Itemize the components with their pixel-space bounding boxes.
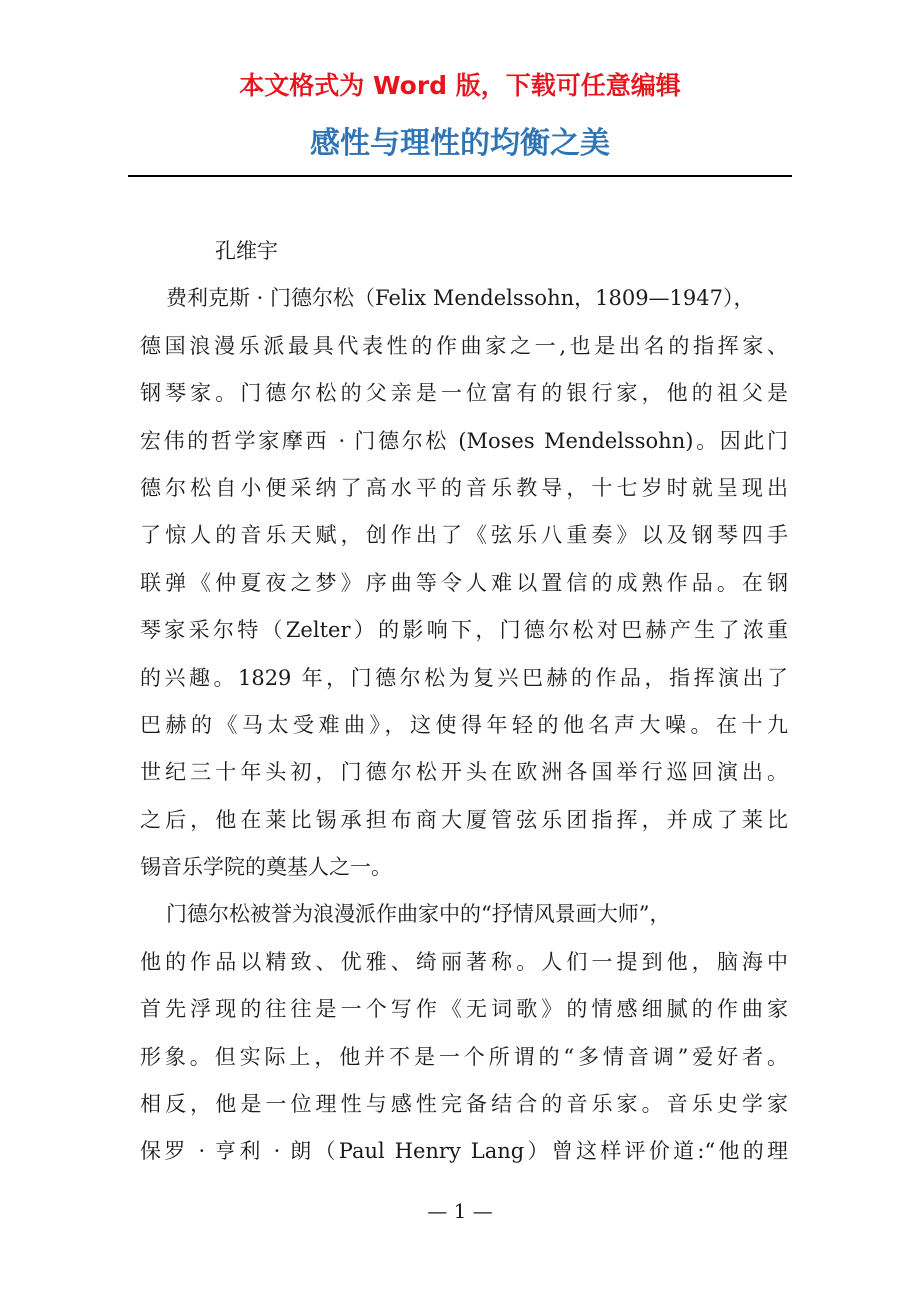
download-banner: 本文格式为 Word 版，下载可任意编辑 (239, 71, 681, 100)
paragraph-line: 联弹《仲夏夜之梦》序曲等令人难以置信的成熟作品。在钢 (140, 570, 788, 595)
paragraph-line: 首先浮现的往往是一个写作《无词歌》的情感细腻的作曲家 (140, 997, 788, 1022)
paragraph-line: 德尔松自小便采纳了高水平的音乐教导，十七岁时就呈现出 (140, 475, 788, 500)
page-title: 感性与理性的均衡之美 (310, 126, 610, 161)
paragraph-line: 相反，他是一位理性与感性完备结合的音乐家。音乐史学家 (140, 1092, 788, 1117)
paragraph-line: 他的作品以精致、优雅、绮丽著称。人们一提到他，脑海中 (140, 949, 788, 974)
paragraph-line: 巴赫的《马太受难曲》，这使得年轻的他名声大噪。在十九 (140, 712, 788, 737)
paragraph-line: 锡音乐学院的奠基人之一。 (140, 855, 392, 880)
paragraph-line: 形象。但实际上，他并不是一个所谓的“多情音调”爱好者。 (140, 1044, 788, 1069)
paragraph-line: 钢琴家。门德尔松的父亲是一位富有的银行家，他的祖父是 (140, 381, 788, 406)
page-number: — 1 — (427, 1199, 493, 1223)
paragraph-line: 世纪三十年头初，门德尔松开头在欧洲各国举行巡回演出。 (140, 760, 788, 785)
paragraph-line: 费利克斯 · 门德尔松（Felix Mendelssohn，1809—1947）， (166, 286, 755, 311)
paragraph-line: 琴家采尔特（Zelter）的影响下，门德尔松对巴赫产生了浓重 (140, 618, 788, 643)
paragraph-line: 门德尔松被誉为浪漫派作曲家中的“抒情风景画大师”， (166, 902, 671, 927)
author-name: 孔维宇 (215, 239, 278, 263)
title-divider (128, 175, 792, 177)
paragraph-line: 的兴趣。1829 年，门德尔松为复兴巴赫的作品，指挥演出了 (140, 665, 788, 690)
paragraph-line: 德国浪漫乐派最具代表性的作曲家之一,也是出名的指挥家、 (140, 333, 788, 358)
paragraph-line: 了惊人的音乐天赋，创作出了《弦乐八重奏》以及钢琴四手 (140, 523, 788, 548)
paragraph-line: 保罗 · 亨利 · 朗（Paul Henry Lang）曾这样评价道:“他的理 (140, 1139, 788, 1164)
paragraph-line: 宏伟的哲学家摩西 · 门德尔松 (Moses Mendelssohn)。因此门 (140, 428, 788, 453)
article-body (140, 228, 788, 1176)
paragraph-line: 之后，他在莱比锡承担布商大厦管弦乐团指挥，并成了莱比 (140, 807, 788, 832)
